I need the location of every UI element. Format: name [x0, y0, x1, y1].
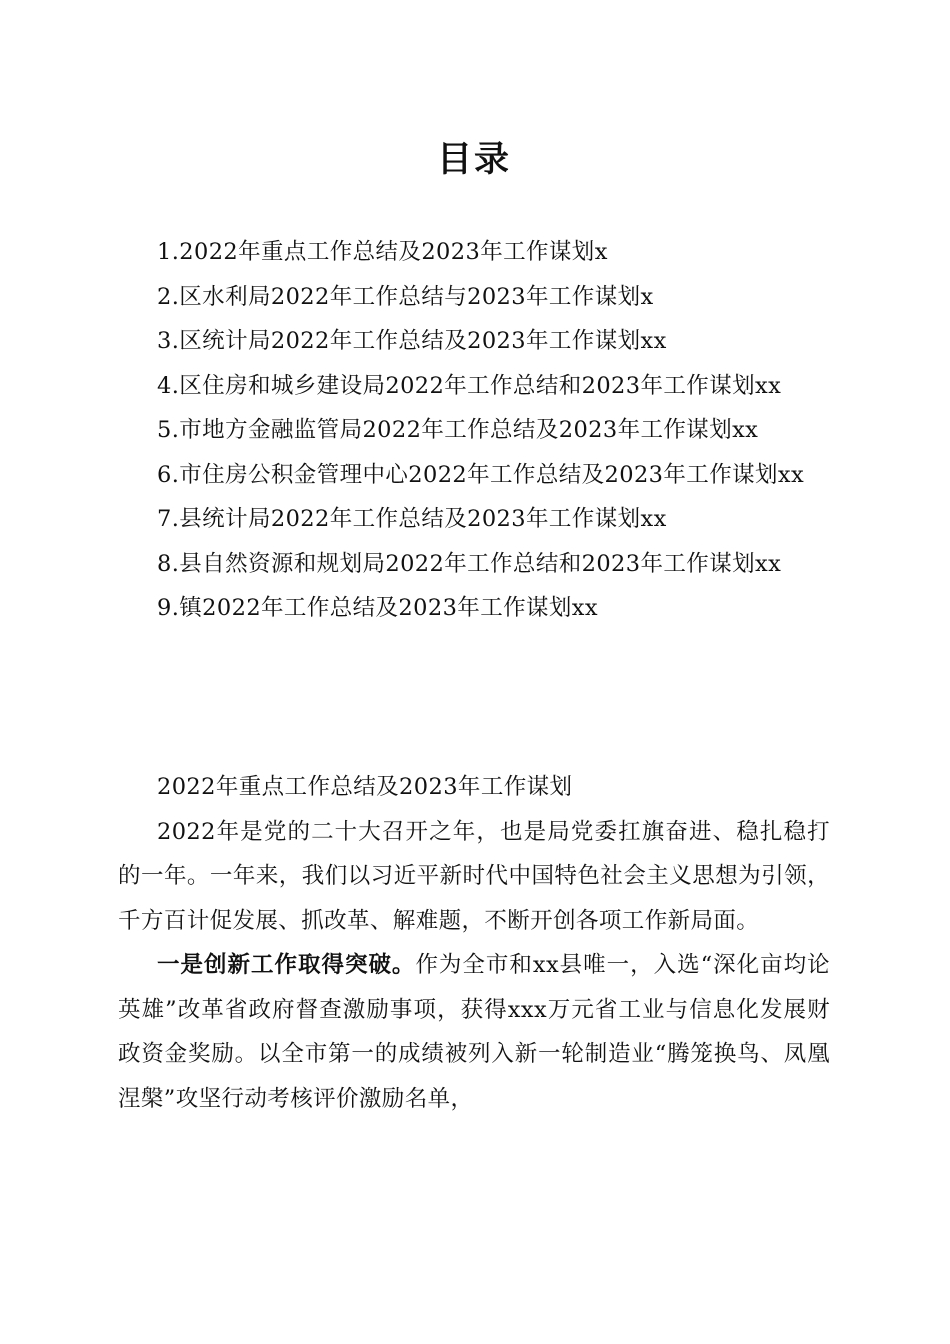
document-body: [118, 765, 830, 1121]
toc-item: 6.市住房公积金管理中心2022年工作总结及2023年工作谋划xx: [157, 461, 805, 488]
toc-item: 4.区住房和城乡建设局2022年工作总结和2023年工作谋划xx: [157, 372, 782, 399]
body-paragraph: [118, 943, 830, 1121]
toc-item: 5.市地方金融监管局2022年工作总结及2023年工作谋划xx: [157, 417, 759, 443]
toc-item: 3.区统计局2022年工作总结及2023年工作谋划xx: [157, 328, 667, 354]
toc-item: 2.区水利局2022年工作总结与2023年工作谋划x: [157, 283, 654, 310]
paragraph-text: 作为全市和xx县唯一，入选“深化亩均论英雄”改革省政府督查激励事项，获得xxx万元省工业与信息化发展财政资金奖励。以全市第一的成绩被列入新一轮制造业“腾笼换鸟、凤凰涅槃”攻坚行动考核评价激励名单，: [118, 952, 831, 1112]
toc-item: 7.县统计局2022年工作总结及2023年工作谋划xx: [157, 506, 667, 532]
toc-item: 9.镇2022年工作总结及2023年工作谋划xx: [157, 595, 598, 621]
toc-item: 8.县自然资源和规划局2022年工作总结和2023年工作谋划xx: [157, 550, 782, 577]
toc-item: 1.2022年重点工作总结及2023年工作谋划x: [157, 239, 608, 265]
paragraph-lead: 一是创新工作取得突破。: [157, 952, 416, 978]
body-paragraph: 2022年是党的二十大召开之年，也是局党委扛旗奋进、稳扎稳打的一年。一年来，我们以习近平新时代中国特色社会主义思想为引领，千方百计促发展、抓改革、解难题，不断开创各项工作新局面。: [118, 818, 830, 934]
section-heading: 2022年重点工作总结及2023年工作谋划: [157, 774, 573, 800]
table-of-contents: [118, 230, 830, 631]
page-title: 目录: [436, 139, 511, 180]
